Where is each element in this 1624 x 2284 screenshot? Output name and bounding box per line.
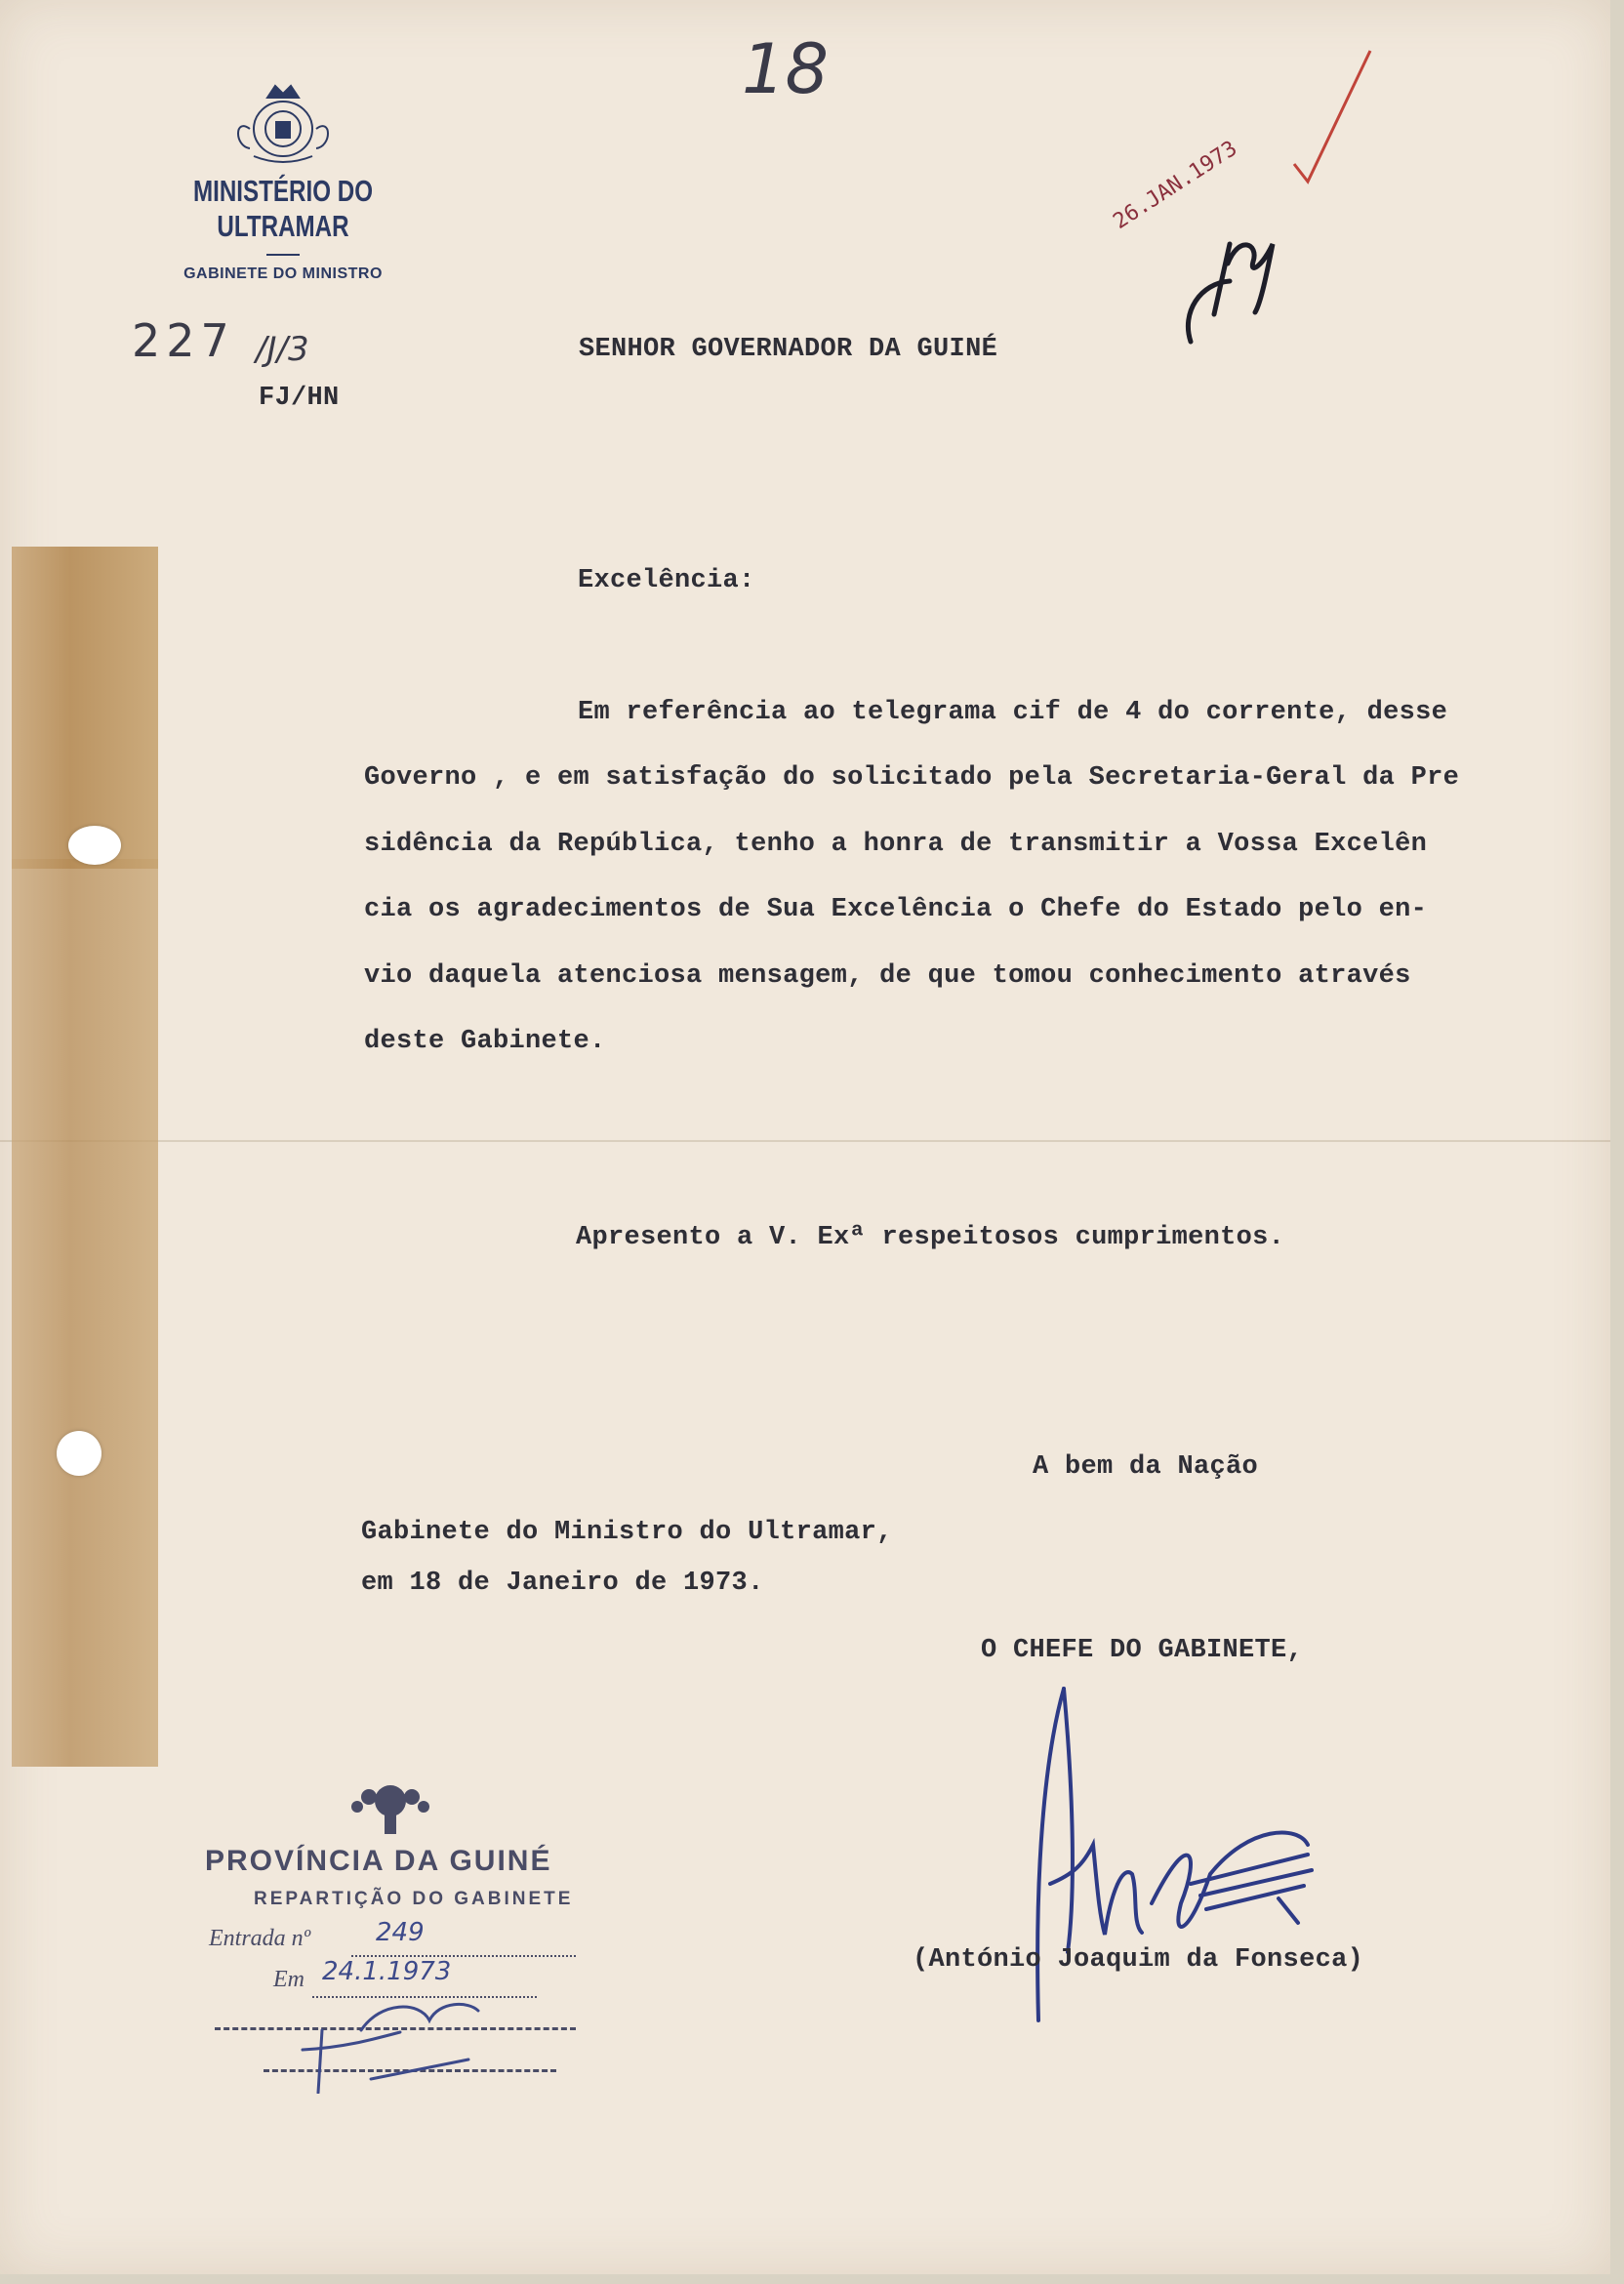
received-date-stamp: 26.JAN.1973 bbox=[1109, 136, 1242, 234]
body-line: vio daquela atenciosa mensagem, de que tomou conhecimento através bbox=[364, 961, 1411, 991]
check-mark-icon bbox=[1269, 39, 1386, 195]
initials-signature bbox=[1171, 205, 1318, 351]
body-line: sidência da República, tenho a honra de transmitir a Vossa Excelên bbox=[364, 830, 1428, 859]
signatory-title: O CHEFE DO GABINETE, bbox=[981, 1636, 1304, 1665]
cabinet-name: GABINETE DO MINISTRO bbox=[183, 265, 383, 282]
entry-stamp bbox=[205, 1772, 586, 2094]
signatory-name: (António Joaquim da Fonseca) bbox=[913, 1945, 1364, 1975]
coat-of-arms-icon bbox=[224, 78, 342, 166]
salutation: Excelência: bbox=[578, 566, 755, 595]
body-line: Em referência ao telegrama cif de 4 do corrente, desse bbox=[578, 698, 1448, 727]
crest-stamp-icon bbox=[342, 1772, 439, 1840]
letterhead-divider bbox=[266, 254, 300, 256]
handwritten-signature bbox=[1015, 1679, 1347, 2040]
date-line: em 18 de Janeiro de 1973. bbox=[361, 1569, 764, 1598]
stamp-date-label: Em bbox=[273, 1967, 304, 1992]
stamp-entry-value: 249 bbox=[376, 1918, 425, 1947]
stamp-entry-label: Entrada nº bbox=[209, 1926, 311, 1951]
fold-line bbox=[0, 1140, 1610, 1142]
adhesive-tape bbox=[12, 547, 158, 869]
reference-initials: FJ/HN bbox=[259, 384, 340, 413]
stamp-province: PROVÍNCIA DA GUINÉ bbox=[205, 1845, 552, 1877]
body-line: cia os agradecimentos de Sua Excelência o Chefe do Estado pelo en- bbox=[364, 895, 1428, 924]
closing-line: Apresento a V. Exª respeitosos cumprimentos. bbox=[576, 1223, 1285, 1252]
punch-hole bbox=[68, 826, 121, 865]
stamp-department: REPARTIÇÃO DO GABINETE bbox=[254, 1889, 574, 1909]
body-line: deste Gabinete. bbox=[364, 1027, 606, 1056]
punch-hole bbox=[57, 1431, 102, 1476]
motto: A bem da Nação bbox=[1033, 1452, 1259, 1482]
addressee: SENHOR GOVERNADOR DA GUINÉ bbox=[579, 335, 998, 364]
reference-number: 227 bbox=[132, 314, 235, 367]
letterhead bbox=[122, 78, 444, 283]
body-line: Governo , e em satisfação do solicitado pela Secretaria-Geral da Pre bbox=[364, 763, 1460, 793]
page-number: 18 bbox=[742, 29, 830, 109]
stamp-date-value: 24.1.1973 bbox=[322, 1957, 452, 1986]
adhesive-tape bbox=[12, 859, 158, 1767]
place-line: Gabinete do Ministro do Ultramar, bbox=[361, 1518, 893, 1547]
reference-code: /J/3 bbox=[256, 330, 309, 369]
ministry-name: MINISTÉRIO DO ULTRAMAR bbox=[192, 174, 374, 243]
stamp-handwritten-mark bbox=[293, 1991, 508, 2094]
